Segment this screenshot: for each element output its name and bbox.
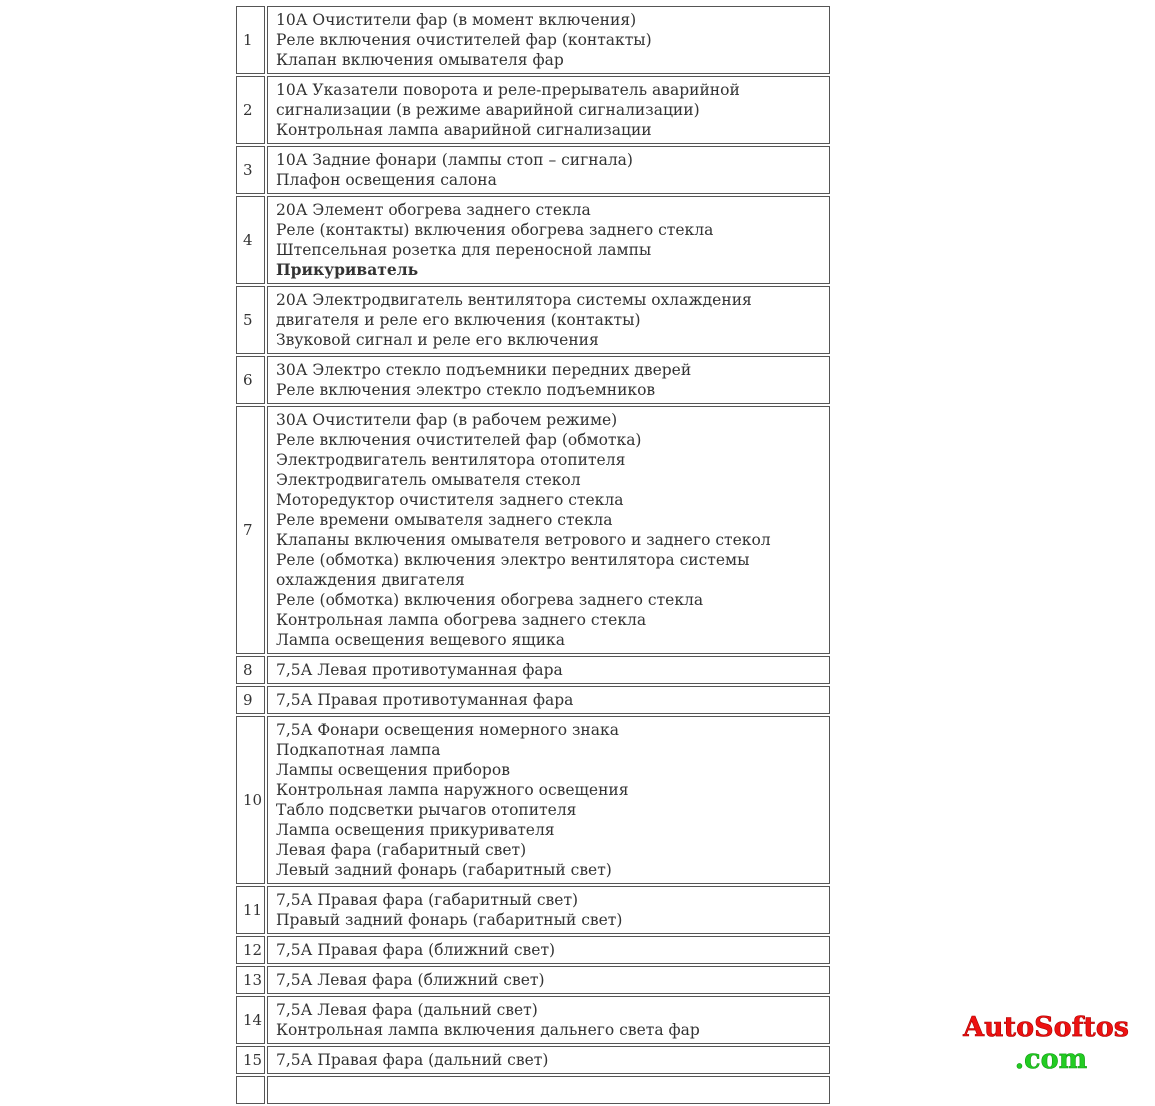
fuse-circuit-line: Правый задний фонарь (габаритный свет) <box>276 911 623 929</box>
fuse-circuit-line: Табло подсветки рычагов отопителя <box>276 801 577 819</box>
fuse-circuit-line: 10А Указатели поворота и реле-прерыватель аварийной <box>276 81 740 99</box>
fuse-description <box>267 196 830 284</box>
fuse-row <box>236 936 830 964</box>
fuse-circuit-line: двигателя и реле его включения (контакты) <box>276 311 641 329</box>
fuse-circuit-line: 7,5А Левая фара (ближний свет) <box>276 971 545 989</box>
fuse-circuit-line: Реле включения электро стекло подъемников <box>276 381 656 399</box>
fuse-row <box>236 76 830 144</box>
fuse-circuit-line: 30А Электро стекло подъемники передних дверей <box>276 361 692 379</box>
fuse-circuit-line: Лампы освещения приборов <box>276 761 510 779</box>
fuse-description <box>267 966 830 994</box>
fuse-row <box>236 406 830 654</box>
fuse-circuit-line: Реле включения очистителей фар (контакты) <box>276 31 652 49</box>
fuse-circuit-line: Реле включения очистителей фар (обмотка) <box>276 431 642 449</box>
fuse-row <box>236 886 830 934</box>
fuse-number: 6 <box>236 356 265 404</box>
fuse-number: 2 <box>236 76 265 144</box>
fuse-circuit-line: Реле (обмотка) включения электро вентилятора системы <box>276 551 750 569</box>
fuse-circuit-line: 7,5А Левая фара (дальний свет) <box>276 1001 538 1019</box>
fuse-number: 9 <box>236 686 265 714</box>
fuse-circuit-line: Электродвигатель вентилятора отопителя <box>276 451 626 469</box>
fuse-circuit-line: 7,5А Левая противотуманная фара <box>276 661 563 679</box>
fuse-description <box>267 716 830 884</box>
fuse-circuit-line: 10А Задние фонари (лампы стоп – сигнала) <box>276 151 633 169</box>
fuse-circuit-line: Штепсельная розетка для переносной лампы <box>276 241 652 259</box>
fuse-circuit-line: Контрольная лампа аварийной сигнализации <box>276 121 652 139</box>
fuse-circuit-line: Прикуриватель <box>276 260 419 279</box>
fuse-circuit-line: 7,5А Правая фара (ближний свет) <box>276 941 556 959</box>
fuse-row <box>236 1076 830 1104</box>
watermark-line-1: AutoSoftos <box>963 1012 1129 1043</box>
fuse-circuit-line: Лампа освещения вещевого ящика <box>276 631 565 649</box>
fuse-description <box>267 6 830 74</box>
fuse-circuit-line: Реле (контакты) включения обогрева заднего стекла <box>276 221 714 239</box>
fuse-circuit-line: 10А Очистители фар (в момент включения) <box>276 11 637 29</box>
fuse-description <box>267 286 830 354</box>
fuse-number: 10 <box>236 716 265 884</box>
fuse-circuit-line: Реле времени омывателя заднего стекла <box>276 511 613 529</box>
fuse-number: 3 <box>236 146 265 194</box>
fuse-description <box>267 886 830 934</box>
fuse-circuit-line: 7,5А Фонари освещения номерного знака <box>276 721 619 739</box>
fuse-row <box>236 716 830 884</box>
fuse-description <box>267 356 830 404</box>
fuse-number: 5 <box>236 286 265 354</box>
fuse-row <box>236 356 830 404</box>
fuse-number: 7 <box>236 406 265 654</box>
fuse-circuit-line: Электродвигатель омывателя стекол <box>276 471 581 489</box>
fuse-description <box>267 1076 830 1104</box>
fuse-description <box>267 686 830 714</box>
fuse-circuit-line: 30А Очистители фар (в рабочем режиме) <box>276 411 618 429</box>
fuse-circuit-line: Моторедуктор очистителя заднего стекла <box>276 491 624 509</box>
fuse-number: 13 <box>236 966 265 994</box>
fuse-circuit-line <box>276 1080 821 1100</box>
fuse-description <box>267 146 830 194</box>
fuse-table <box>234 4 832 1106</box>
fuse-row <box>236 996 830 1044</box>
fuse-description <box>267 936 830 964</box>
fuse-table-body <box>236 6 830 1104</box>
fuse-row <box>236 966 830 994</box>
fuse-circuit-line: Левый задний фонарь (габаритный свет) <box>276 861 612 879</box>
fuse-circuit-line: Левая фара (габаритный свет) <box>276 841 527 859</box>
fuse-row <box>236 286 830 354</box>
fuse-circuit-line: Подкапотная лампа <box>276 741 441 759</box>
fuse-circuit-line: Контрольная лампа наружного освещения <box>276 781 629 799</box>
fuse-circuit-line: 20А Элемент обогрева заднего стекла <box>276 201 591 219</box>
fuse-circuit-line: 7,5А Правая фара (габаритный свет) <box>276 891 579 909</box>
fuse-description <box>267 76 830 144</box>
fuse-circuit-line: охлаждения двигателя <box>276 571 465 589</box>
fuse-circuit-line: 20А Электродвигатель вентилятора системы охлаждения <box>276 291 752 309</box>
fuse-circuit-line: Клапан включения омывателя фар <box>276 51 564 69</box>
fuse-description <box>267 996 830 1044</box>
fuse-row <box>236 6 830 74</box>
fuse-circuit-line: 7,5А Правая фара (дальний свет) <box>276 1051 549 1069</box>
fuse-number: 11 <box>236 886 265 934</box>
fuse-circuit-line: Клапаны включения омывателя ветрового и заднего стекол <box>276 531 771 549</box>
fuse-circuit-line: 7,5А Правая противотуманная фара <box>276 691 574 709</box>
fuse-number: 4 <box>236 196 265 284</box>
fuse-row <box>236 196 830 284</box>
fuse-circuit-line: Реле (обмотка) включения обогрева заднего стекла <box>276 591 704 609</box>
fuse-description <box>267 656 830 684</box>
fuse-number <box>236 1076 265 1104</box>
fuse-circuit-line: Плафон освещения салона <box>276 171 497 189</box>
fuse-row <box>236 656 830 684</box>
fuse-circuit-line: Контрольная лампа включения дальнего света фар <box>276 1021 700 1039</box>
watermark-line-2: .com <box>1014 1044 1088 1075</box>
fuse-row <box>236 146 830 194</box>
fuse-row <box>236 686 830 714</box>
fuse-row <box>236 1046 830 1074</box>
fuse-number: 15 <box>236 1046 265 1074</box>
site-watermark-logo <box>946 1012 1146 1076</box>
fuse-circuit-line: Контрольная лампа обогрева заднего стекла <box>276 611 647 629</box>
fuse-circuit-line: сигнализации (в режиме аварийной сигнализации) <box>276 101 700 119</box>
fuse-number: 14 <box>236 996 265 1044</box>
fuse-description <box>267 406 830 654</box>
fuse-description <box>267 1046 830 1074</box>
fuse-circuit-line: Лампа освещения прикуривателя <box>276 821 555 839</box>
fuse-number: 8 <box>236 656 265 684</box>
fuse-number: 12 <box>236 936 265 964</box>
fuse-circuit-line: Звуковой сигнал и реле его включения <box>276 331 599 349</box>
fuse-number: 1 <box>236 6 265 74</box>
